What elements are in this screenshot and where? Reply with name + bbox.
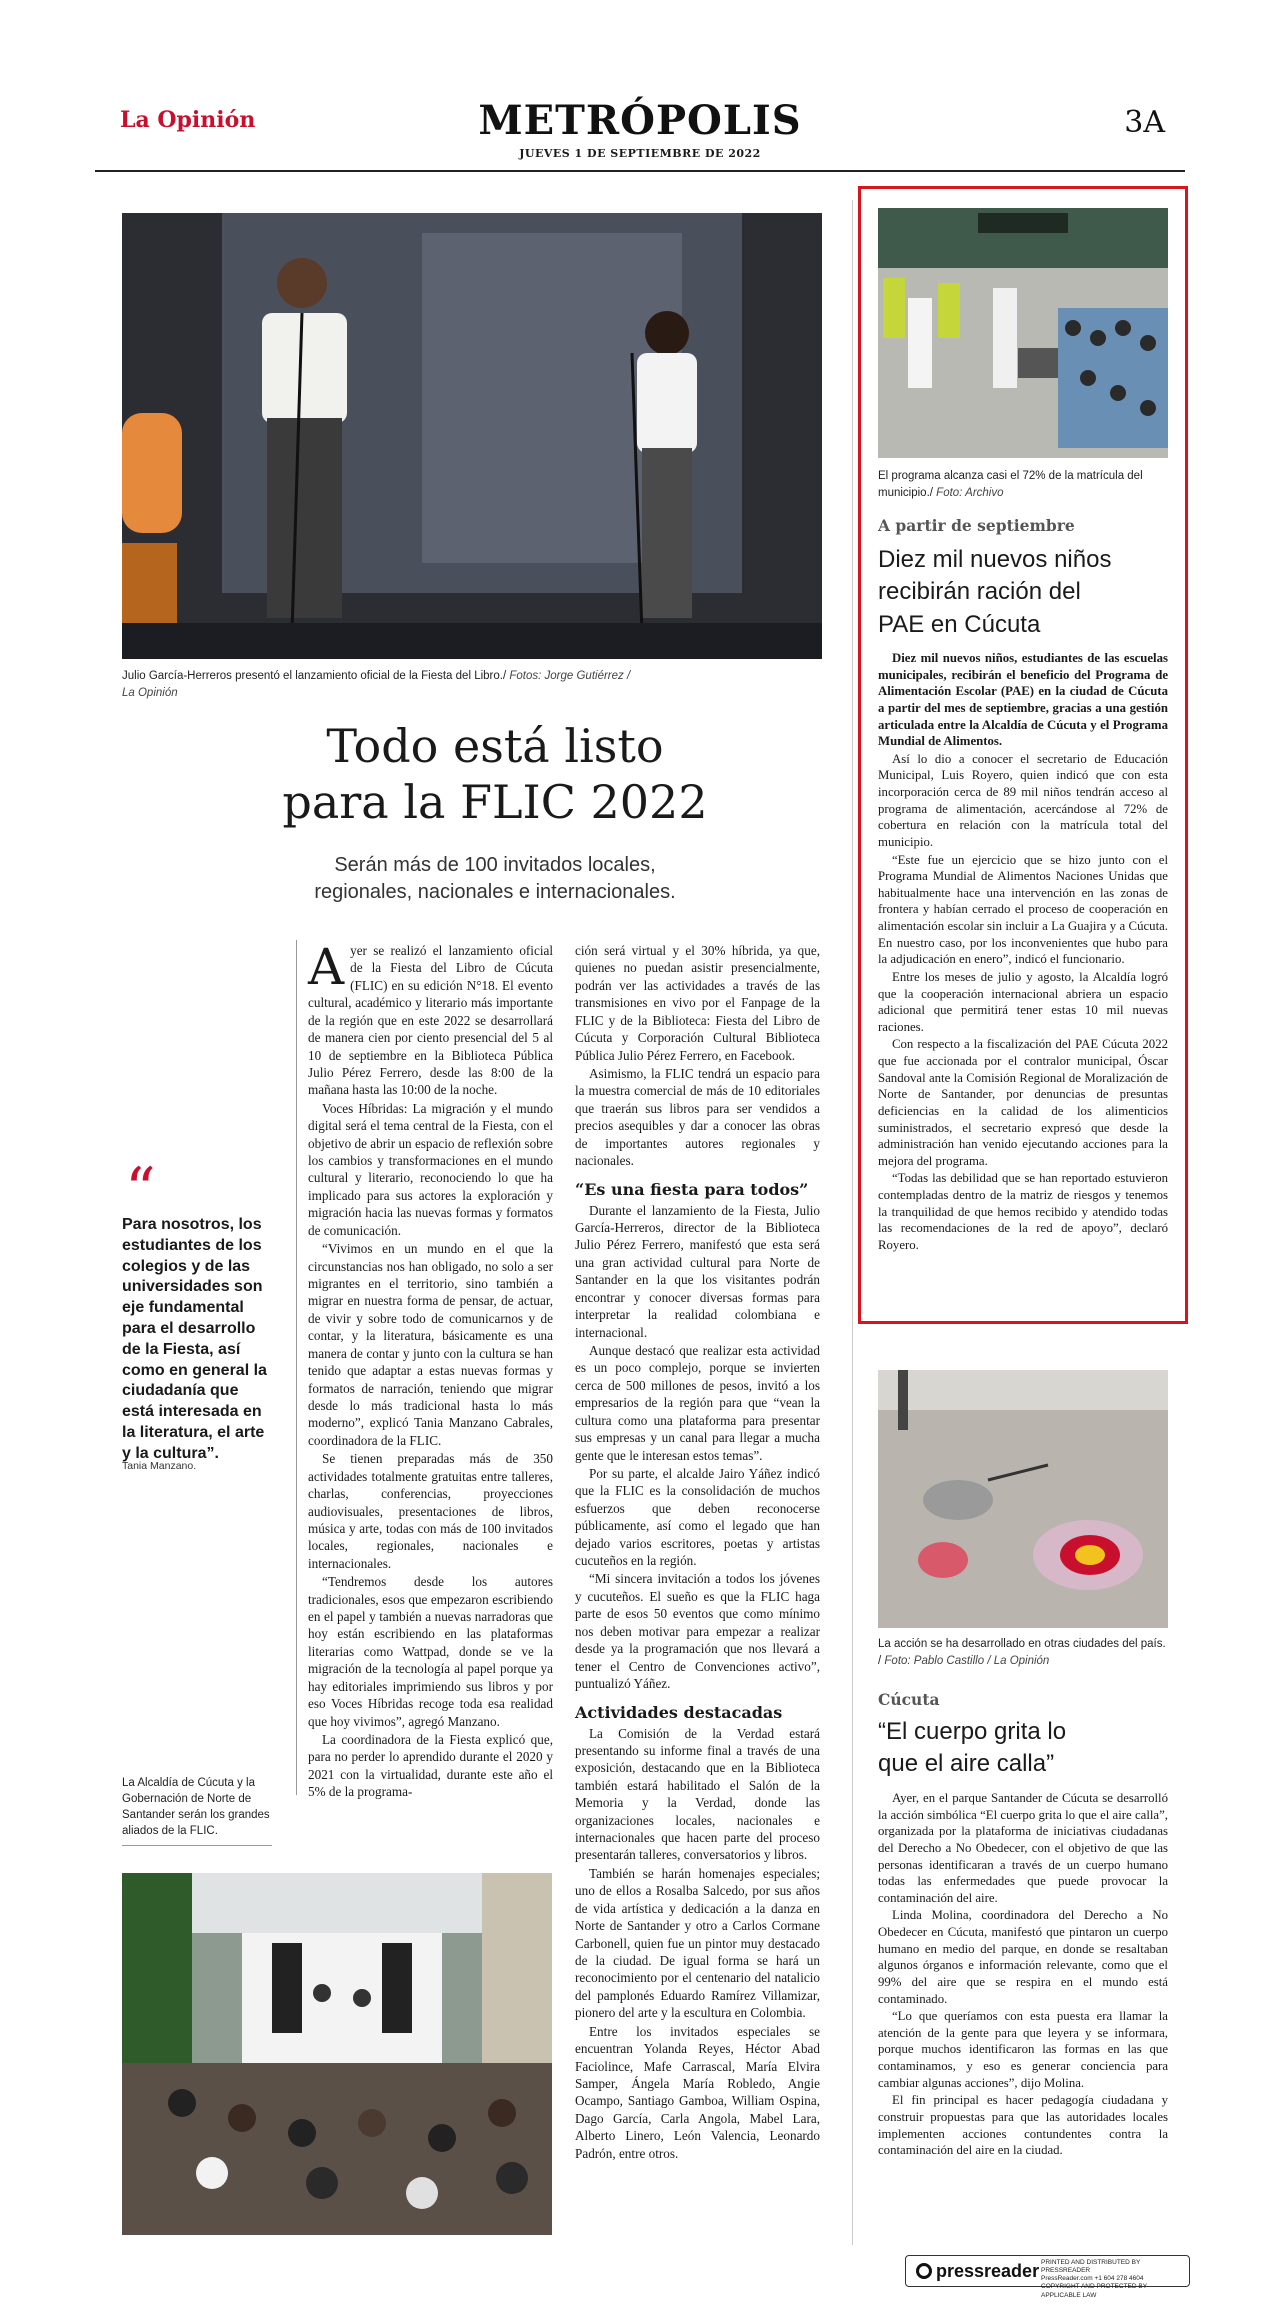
main-paragraph: “Tendremos desde los autores tradicionales, esos que empezaron escribiendo en el papel y también a nuevas narradoras que hoy están escribiendo en las plataformas literarias como Wattpad, donde se ve la migración de la tecnología al papel porque ya hay editoriales imprimiendo sus libros y por eso Voces Híbridas recoge toda esa realidad que hoy vivimos”, agregó Manzano. <box>308 1574 553 1729</box>
pressreader-fine-line: PRINTED AND DISTRIBUTED BY PRESSREADER <box>1041 2259 1141 2275</box>
pae-photo-caption-text: El programa alcanza casi el 72% de la matrícula del municipio./ <box>878 470 1143 499</box>
pull-quote-mark: “ <box>125 1155 156 1225</box>
cuerpo-photo-credit: Foto: Pablo Castillo / La Opinión <box>884 1654 1050 1667</box>
main-deck-line2: regionales, nacionales e internacionales. <box>314 881 676 903</box>
main-paragraph-text: yer se realizó el lanzamiento oficial de la Fiesta del Libro de Cúcuta (FLIC) en su edición N°18. El evento cultural, académico y literario más importante de la región que en este 2022 se desarrollará de manera cien por ciento presencial del 5 al 10 de septiembre en la Biblioteca Pública Julio Pérez Ferrero, desde las 8:00 de la mañana hasta las 10:00 de la noche. <box>308 943 553 1098</box>
main-subhead: Actividades destacadas <box>575 1703 783 1723</box>
main-photo <box>122 213 822 659</box>
side-photo-caption: La Alcaldía de Cúcuta y la Gobernación de Norte de Santander serán los grandes aliados de la FLIC. <box>122 1775 272 1846</box>
main-column-2 <box>575 942 820 2163</box>
masthead-rule <box>95 170 1185 172</box>
column-rule <box>852 200 853 2245</box>
pae-body <box>878 650 1168 1255</box>
column-rule <box>296 940 297 1795</box>
cuerpo-photo-caption <box>878 1636 1168 1669</box>
main-deck-line1: Serán más de 100 invitados locales, <box>334 854 656 876</box>
pae-photo-caption <box>878 468 1168 501</box>
main-paragraph: También se harán homenajes especiales; uno de ellos a Rosalba Salcedo, por sus años de vida artística y dedicación a la danza en Norte de Santander y otro a Carlos Cormane Carbonell, quien fue un pintor muy destacado de la ciudad. De igual forma se hará un reconocimiento por el centenario del natalicio del pamplonés Eduardo Ramírez Villamizar, pionero del arte y la escultura en Colombia. <box>575 1865 820 2021</box>
cuerpo-body <box>878 1790 1168 2160</box>
cuerpo-paragraph: El fin principal es hacer pedagogía ciudadana y construir propuestas para que las autoridades locales implementen acciones contundentes contra la contaminación del aire en la ciudad. <box>878 2093 1168 2158</box>
cuerpo-paragraph: “Lo que queríamos con esta puesta era llamar la atención de la gente para que leyera y se informara, porque muchos identificaron las formas en las que contaminamos, y eso es generar conciencia para cambiar algunas acciones”, dijo Molina. <box>878 2009 1168 2090</box>
main-photo-credit: Fotos: Jorge Gutiérrez / La Opinión <box>122 670 631 699</box>
cuerpo-headline-line1: “El cuerpo grita lo <box>878 1718 1067 1745</box>
pull-quote-text: Para nosotros, los estudiantes de los colegios y de las universidades son eje fundamental para el desarrollo de la Fiesta, así como en general la ciudadanía que está interesada en la literatura, el arte y la cultura”. <box>122 1216 267 1462</box>
pressreader-logo-icon <box>916 2263 932 2279</box>
pressreader-footer <box>905 2255 1190 2299</box>
main-paragraph: Aunque destacó que realizar esta actividad es un poco complejo, porque se invierten cerca de 500 millones de pesos, invitó a los empresarios de la región para que “vean la cultura como una plataforma para presentar sus empresas y un canal para llegar a mucha gente que le interesan estos temas”. <box>575 1342 820 1463</box>
cuerpo-photo <box>878 1370 1168 1628</box>
main-paragraph: La coordinadora de la Fiesta explicó que, para no perder lo aprendido durante el 2020 y 2021 con la virtualidad, durante este año el 5% de la programa- <box>308 1731 553 1800</box>
drop-cap: A <box>308 938 345 996</box>
cuerpo-photo-caption-text: La acción se ha desarrollado en otras ciudades del país. / <box>878 1638 1166 1667</box>
main-photo-caption-text: Julio García-Herreros presentó el lanzamiento oficial de la Fiesta del Libro./ <box>122 670 507 682</box>
pae-headline <box>878 544 1168 641</box>
section-title: METRÓPOLIS <box>478 97 802 144</box>
cuerpo-kicker: Cúcuta <box>878 1690 940 1709</box>
pressreader-logo-text: pressreader <box>936 2261 1040 2281</box>
cuerpo-paragraph: Linda Molina, coordinadora del Derecho a No Obedecer en Cúcuta, manifestó que pintaron un cuerpo humano en medio del parque, en donde se resaltaban algunos órganos e información relevante, como que el 99% del aire que se respira en el mundo está contaminado. <box>878 1908 1168 2006</box>
main-photo-caption <box>122 668 642 701</box>
issue-date: JUEVES 1 DE SEPTIEMBRE DE 2022 <box>519 147 761 160</box>
cuerpo-headline <box>878 1716 1168 1781</box>
pae-headline-line1: Diez mil nuevos niños <box>878 546 1112 573</box>
pull-quote-author: Tania Manzano. <box>122 1460 197 1472</box>
event-photo <box>122 1873 552 2235</box>
pae-paragraph: Diez mil nuevos niños, estudiantes de las escuelas municipales, recibirán el beneficio del Programa de Alimentación Escolar (PAE) en la ciudad de Cúcuta a partir del mes de septiembre, gracias a una gestión articulada entre la Alcaldía de Cúcuta y el Programa Mundial de Alimentos. <box>878 651 1168 749</box>
pressreader-fineprint <box>1041 2259 1186 2300</box>
main-headline-line1: Todo está listo <box>326 719 664 773</box>
pae-paragraph: “Este fue un ejercicio que se hizo junto con el Programa Mundial de Alimentos Naciones Unidas que habitualmente hace una intervención en las zonas de frontera y habían cerrado el proceso de cooperación en alimentación escolar sin incluir a La Guajira y a Cúcuta. En nuestro caso, por los inconvenientes que hubo para la adjudicación en enero”, indicó el funcionario. <box>878 852 1168 967</box>
pae-headline-line2: recibirán ración del <box>878 578 1081 606</box>
main-paragraph: Asimismo, la FLIC tendrá un espacio para la muestra comercial de más de 10 editoriales que traerán sus libros para ser vendidos a precios asequibles y dar a conocer las obras de importantes autores regionales y nacionales. <box>575 1065 820 1169</box>
cuerpo-paragraph: Ayer, en el parque Santander de Cúcuta se desarrolló la acción simbólica “El cuerpo grita lo que el aire calla”, organizada por la plataforma de iniciativas ciudadanas del Derecho a No Obedecer, con el objetivo de que las personas identificaran a través de un cuerpo humano todas las enfermedades que puede provocar la contaminación del aire. <box>878 1791 1168 1905</box>
pressreader-logo <box>916 2261 1039 2282</box>
main-deck <box>220 852 770 906</box>
pressreader-fine-line: COPYRIGHT AND PROTECTED BY APPLICABLE LAW <box>1041 2283 1147 2299</box>
main-paragraph: Durante el lanzamiento de la Fiesta, Julio García-Herreros, director de la Biblioteca Julio Pérez Ferrero, manifestó que esta será una gran actividad cultural para Norte de Santander en la que los visitantes podrán encontrar y conocer diversas formas para interpretar la realidad colombiana e internacional. <box>575 1202 820 1340</box>
pressreader-fine-line: PressReader.com +1 604 278 4604 <box>1041 2275 1144 2283</box>
pae-paragraph: Entre los meses de julio y agosto, la Alcaldía logró que la cooperación internacional abriera un espacio adicional que permitirá tener estas 10 mil nuevas raciones. <box>878 969 1168 1034</box>
main-paragraph: Por su parte, el alcalde Jairo Yáñez indicó que la FLIC es la consolidación de muchos esfuerzos que deben reconocerse públicamente, así como el legado que han dejado varios escritores, poetas y artistas cucuteños en la región. <box>575 1465 820 1569</box>
pae-kicker: A partir de septiembre <box>878 516 1075 535</box>
page-number: 3A <box>1124 105 1165 140</box>
pae-paragraph: Con respecto a la fiscalización del PAE Cúcuta 2022 que fue accionada por el contralor municipal, Óscar Sandoval ante la Comisión Regional de Moralización de Norte de Santander, por denuncias de presuntas deficiencias en la calidad de los alimenticios suministrados, el secretario expresó que desde la administración han venido ejecutando acciones para la mejora del programa. <box>878 1037 1168 1168</box>
main-paragraph: Voces Híbridas: La migración y el mundo digital será el tema central de la Fiesta, con el objetivo de abrir un espacio de reflexión sobre los cambios y transformaciones en el mundo cultural y literario, reconociendo lo que ha implicado para sus actores la exploración y migración hacia las nuevas formas y formatos de comunicación. <box>308 1100 553 1238</box>
brand-logo: La Opinión <box>120 107 256 133</box>
main-headline <box>215 718 775 830</box>
main-paragraph: ción será virtual y el 30% híbrida, ya que, quienes no puedan asistir presencialmente, podrán ver las actividades a través de las transmisiones en vivo por el Fanpage de la FLIC y de la Biblioteca: Fiesta del Libro de Cúcuta y Corporación Cultural Biblioteca Pública Julio Pérez Ferrero, en Facebook. <box>575 943 820 1063</box>
main-paragraph: La Comisión de la Verdad estará presentando su informe final a través de una exposición, destacando que en la Biblioteca también estará habilitado el Salón de la Memoria y la Verdad, donde las organizaciones locales, nacionales e internacionales que hacen parte del proceso presentarán talleres, conversatorios y libros. <box>575 1725 820 1863</box>
main-paragraph: Entre los invitados especiales se encuentran Yolanda Reyes, Héctor Abad Faciolince, Mafe Carrascal, María Elvira Samper, Ángela María Robledo, Angie Ocampo, Santiago Gamboa, William Ospina, Dago García, Carla Angola, Mabel Lara, Alberto Linero, León Valencia, Leonardo Padrón, entre otros. <box>575 2023 820 2161</box>
main-paragraph: Se tienen preparadas más de 350 actividades totalmente gratuitas entre talleres, charlas, conferencias, proyecciones audiovisuales, presentaciones de libros, música y arte, todas con más de 100 invitados locales, regionales, nacionales e internacionales. <box>308 1451 553 1571</box>
cuerpo-headline-line2: que el aire calla” <box>878 1750 1055 1778</box>
main-subhead: “Es una fiesta para todos” <box>575 1180 809 1200</box>
main-headline-line2: para la FLIC 2022 <box>282 775 708 830</box>
main-paragraph: “Vivimos en un mundo en el que la circunstancias nos han obligado, no solo a ser migrantes en el territorio, sino también a migrar en nuestra forma de pensar, de actuar, de vivir y sobre todo de comunicarnos y de contar, y la literatura, básicamente es una manera de contar y junto con la cultura se han tenido que adaptar a estas nuevas formas y formatos de narración, teniendo que migrar desde lo más tradicional hasta lo más moderno”, explicó Tania Manzano Cabrales, coordinadora de la FLIC. <box>308 1241 553 1448</box>
pae-paragraph: Así lo dio a conocer el secretario de Educación Municipal, Luis Royero, quien indicó que con esta incorporación cerca de 89 mil niños tendrán acceso al programa de alimentación, acercándose al 72% de cobertura en relación con la matrícula total del municipio. <box>878 751 1168 849</box>
pae-paragraph: “Todas las debilidad que se han reportado estuvieron contempladas dentro de la matriz de riesgos y tenemos la tranquilidad de que hemos recibido y atendido todas las recomendaciones de la red de apoyo”, declaró Royero. <box>878 1171 1168 1252</box>
masthead <box>95 95 1185 175</box>
main-paragraph: “Mi sincera invitación a todos los jóvenes y cucuteños. El sueño es que la FLIC haga parte de esos 50 eventos que como mínimo nos deben motivar para empezar a realizar desde ya la programación que nos llevará a tener el Centro de Convenciones activo”, puntualizó Yáñez. <box>575 1571 820 1691</box>
main-paragraph <box>308 938 553 1099</box>
pae-photo-credit: Foto: Archivo <box>936 486 1004 499</box>
pae-headline-line3: PAE en Cúcuta <box>878 610 1041 638</box>
main-column-1 <box>308 938 553 1802</box>
pae-photo <box>878 208 1168 458</box>
